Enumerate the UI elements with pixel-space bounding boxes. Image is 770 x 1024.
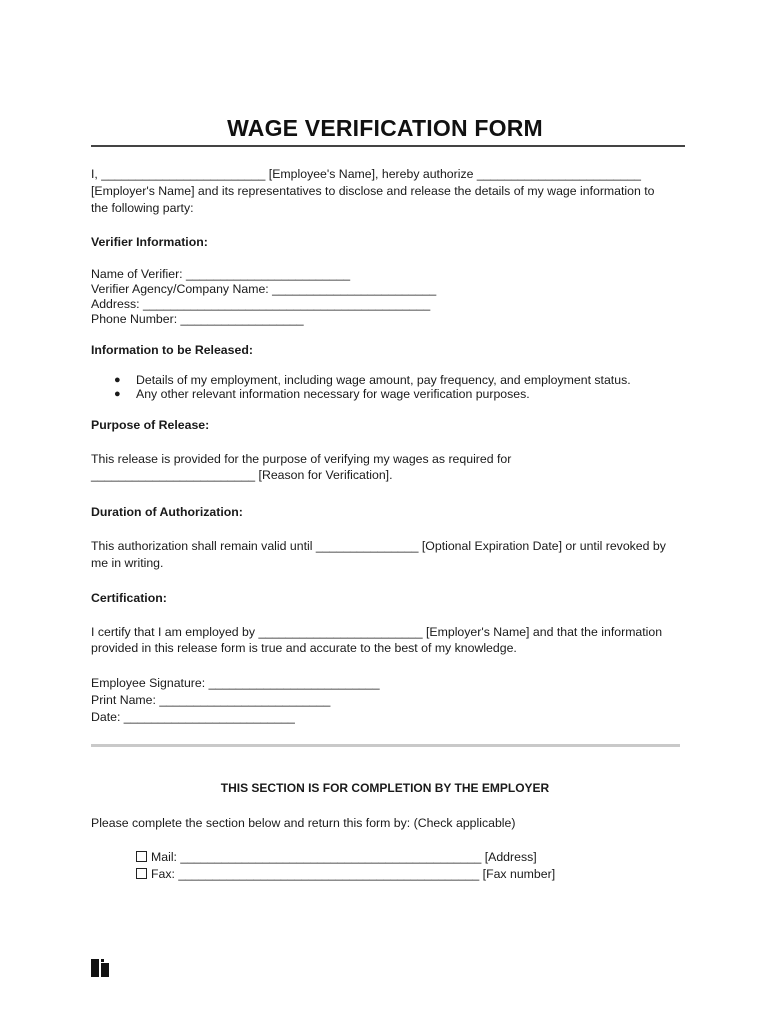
form-title: WAGE VERIFICATION FORM xyxy=(227,115,543,141)
employer-section-heading: THIS SECTION IS FOR COMPLETION BY THE EMPLOYER xyxy=(220,781,550,795)
verifier-heading: Verifier Information: xyxy=(91,235,208,249)
fax-option-label: Fax: ____________________________________________ [Fax number] xyxy=(151,867,556,881)
employer-instruction: Please complete the section below and return this form by: (Check applicable) xyxy=(91,816,516,830)
print-name-field: Print Name: _________________________ xyxy=(91,693,331,707)
date-field: Date: _________________________ xyxy=(91,710,295,724)
purpose-line-2: ________________________ [Reason for Verification]. xyxy=(91,468,393,482)
purpose-line-1: This release is provided for the purpose of verifying my wages as required for xyxy=(91,452,512,466)
purpose-heading: Purpose of Release: xyxy=(91,418,210,432)
intro-line-2: [Employer's Name] and its representatives to disclose and release the details of my wage information to xyxy=(91,184,655,198)
intro-line-1: I, ________________________ [Employee's Name], hereby authorize ________________________ xyxy=(91,167,642,181)
duration-line-2: me in writing. xyxy=(91,556,164,570)
bullet-icon: ● xyxy=(114,388,121,400)
released-item-1: Details of my employment, including wage amount, pay frequency, and employment status. xyxy=(136,373,631,387)
employee-signature-field: Employee Signature: _________________________ xyxy=(91,676,380,690)
brand-logo-icon xyxy=(91,959,111,977)
mail-option-label: Mail: ____________________________________________ [Address] xyxy=(151,850,537,864)
certification-line-1: I certify that I am employed by ________________________ [Employer's Name] and that the information xyxy=(91,625,663,639)
released-item-2: Any other relevant information necessary for wage verification purposes. xyxy=(136,387,530,401)
verifier-address-field: Address: __________________________________________ xyxy=(91,297,431,311)
released-heading: Information to be Released: xyxy=(91,343,253,357)
section-divider xyxy=(91,744,680,747)
duration-line-1: This authorization shall remain valid until _______________ [Optional Expiration Date] or until revoked by xyxy=(91,539,666,553)
verifier-phone-field: Phone Number: __________________ xyxy=(91,312,304,326)
verifier-agency-field: Verifier Agency/Company Name: ________________________ xyxy=(91,282,437,296)
fax-checkbox[interactable] xyxy=(136,868,147,879)
duration-heading: Duration of Authorization: xyxy=(91,505,243,519)
mail-option xyxy=(136,849,537,865)
certification-heading: Certification: xyxy=(91,591,167,605)
title-underline xyxy=(91,145,685,147)
mail-checkbox[interactable] xyxy=(136,851,147,862)
intro-line-3: the following party: xyxy=(91,201,194,215)
bullet-icon: ● xyxy=(114,374,121,386)
certification-line-2: provided in this release form is true and accurate to the best of my knowledge. xyxy=(91,641,517,655)
verifier-name-field: Name of Verifier: ________________________ xyxy=(91,267,351,281)
fax-option xyxy=(136,866,555,882)
